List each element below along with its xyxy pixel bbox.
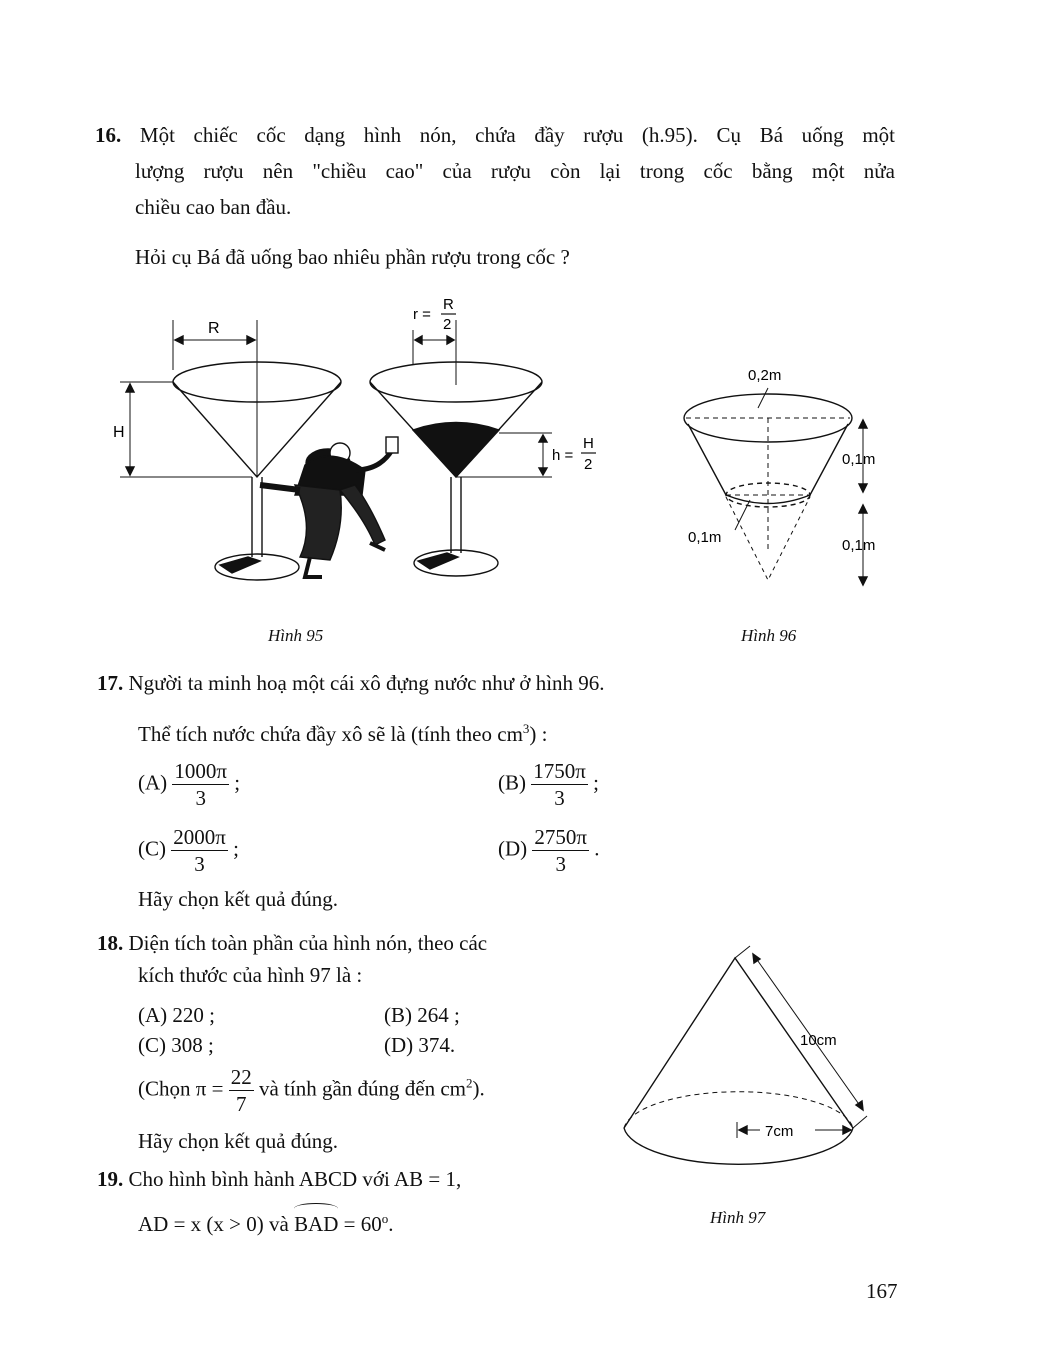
fig95-label-h: h = [552, 447, 574, 464]
pi-den: 7 [235, 1092, 247, 1116]
fig97-label-radius: 7cm [765, 1123, 794, 1140]
option-17-b-label: (B) [498, 770, 526, 795]
problem-18-line-1 [97, 926, 487, 960]
option-17-d-den: 3 [555, 852, 566, 876]
option-17-a-label: (A) [138, 770, 168, 795]
option-17-c[interactable] [138, 824, 239, 877]
pi-note-sup: 2 [466, 1075, 473, 1091]
option-17-d-label: (D) [498, 836, 528, 861]
fig95-label-R: R [208, 320, 220, 337]
problem-17-line-2 [138, 712, 548, 751]
pi-note-b: và tính gần đúng đến cm [258, 1076, 466, 1101]
option-17-c-end: ; [233, 836, 239, 861]
fig95-label-r: r = [413, 306, 431, 323]
problem-19-line-1 [97, 1162, 461, 1196]
problem-19-number: 19. [97, 1167, 124, 1191]
figure-96-caption: Hình 96 [741, 626, 797, 645]
figure-95 [100, 295, 620, 595]
option-17-c-fraction [171, 824, 228, 877]
option-17-b-fraction [531, 758, 588, 811]
option-18-a[interactable]: (A) 220 ; [138, 1003, 215, 1027]
glass-2-wine [413, 423, 499, 478]
fig96-label-height-1: 0,1m [842, 451, 876, 468]
pi-note-a: (Chọn π = [138, 1076, 224, 1101]
cone-97-base-front [624, 1128, 853, 1164]
fig97-label-slant: 10cm [800, 1032, 837, 1049]
problem-19-text-2a: AD = x (x > 0) và [138, 1212, 289, 1236]
problem-19-text-2b: = 60 [343, 1212, 382, 1236]
problem-16-number: 16. [95, 123, 122, 147]
option-17-a-num: 1000π [174, 759, 228, 783]
fig96-label-bottom: 0,1m [688, 529, 722, 546]
fig95-label-r-num: R [443, 296, 454, 313]
option-17-c-label: (C) [138, 836, 166, 861]
problem-17-number: 17. [97, 671, 124, 695]
problem-17-line-1 [97, 666, 605, 700]
option-17-b[interactable] [498, 758, 599, 811]
problem-17-choose: Hãy chọn kết quả đúng. [138, 887, 339, 911]
problem-16-line-3: chiều cao ban đầu. [135, 195, 292, 219]
option-17-a-den: 3 [195, 786, 206, 810]
option-17-d-num: 2750π [534, 825, 588, 849]
pi-num: 22 [230, 1065, 252, 1089]
figure-97-caption: Hình 97 [710, 1208, 766, 1227]
problem-16-line-2: lượng rượu nên "chiều cao" của rượu còn lại trong cốc bằng một nửa [135, 159, 895, 183]
fig96-label-top: 0,2m [748, 367, 782, 384]
figure-95-caption: Hình 95 [268, 626, 324, 645]
problem-18-pi-note [138, 1064, 485, 1117]
option-17-d-end: . [594, 836, 600, 861]
figure-97 [615, 940, 885, 1180]
pi-fraction [229, 1064, 254, 1117]
problem-19-text-1: Cho hình bình hành ABCD với AB = 1, [128, 1167, 462, 1191]
problem-17-text-1: Người ta minh hoạ một cái xô đựng nước như ở hình 96. [128, 671, 605, 695]
fig95-label-h-den: 2 [584, 456, 593, 473]
option-17-c-num: 2000π [173, 825, 226, 849]
fig95-label-h-num: H [583, 435, 594, 452]
page-number: 167 [866, 1279, 898, 1303]
problem-16 [95, 118, 895, 152]
problem-17-sup: 3 [522, 721, 530, 736]
option-17-a[interactable] [138, 758, 240, 811]
option-18-b[interactable]: (B) 264 ; [384, 1003, 460, 1027]
option-17-a-fraction [172, 758, 229, 811]
cone-97-base-back [624, 1092, 853, 1128]
option-17-b-num: 1750π [533, 759, 586, 783]
option-17-d[interactable] [498, 824, 600, 877]
problem-17-text-2a: Thể tích nước chứa đầy xô sẽ là (tính theo cm [138, 722, 523, 746]
problem-19-sup: o [381, 1211, 389, 1226]
option-17-b-den: 3 [554, 786, 565, 810]
problem-18-text-1: Diện tích toàn phần của hình nón, theo các [128, 931, 488, 955]
problem-16-line-1: Một chiếc cốc dạng hình nón, chứa đầy rượu (h.95). Cụ Bá uống một [139, 123, 896, 147]
problem-17-text-2b: ) : [529, 722, 548, 746]
pi-note-c: ). [472, 1076, 485, 1101]
problem-18-choose: Hãy chọn kết quả đúng. [138, 1129, 339, 1153]
glass-1-stem [252, 477, 262, 557]
fig95-label-r-den: 2 [443, 316, 452, 333]
option-18-d[interactable]: (D) 374. [384, 1033, 456, 1057]
option-17-d-fraction [532, 824, 589, 877]
problem-19-line-2 [138, 1202, 394, 1241]
option-17-a-end: ; [234, 770, 241, 795]
problem-18-number: 18. [97, 931, 124, 955]
glass-2-stem [451, 477, 461, 553]
problem-16-question: Hỏi cụ Bá đã uống bao nhiêu phần rượu trong cốc ? [135, 245, 570, 269]
fig96-label-height-2: 0,1m [842, 537, 876, 554]
figure-96 [680, 360, 900, 600]
angle-bad: BAD [294, 1207, 338, 1241]
fig95-label-H: H [113, 424, 125, 441]
problem-18-line-2: kích thước của hình 97 là : [138, 963, 363, 987]
problem-19-text-2c: . [388, 1212, 394, 1236]
option-17-c-den: 3 [194, 852, 205, 876]
option-18-c[interactable]: (C) 308 ; [138, 1033, 214, 1057]
option-17-b-end: ; [593, 770, 599, 795]
